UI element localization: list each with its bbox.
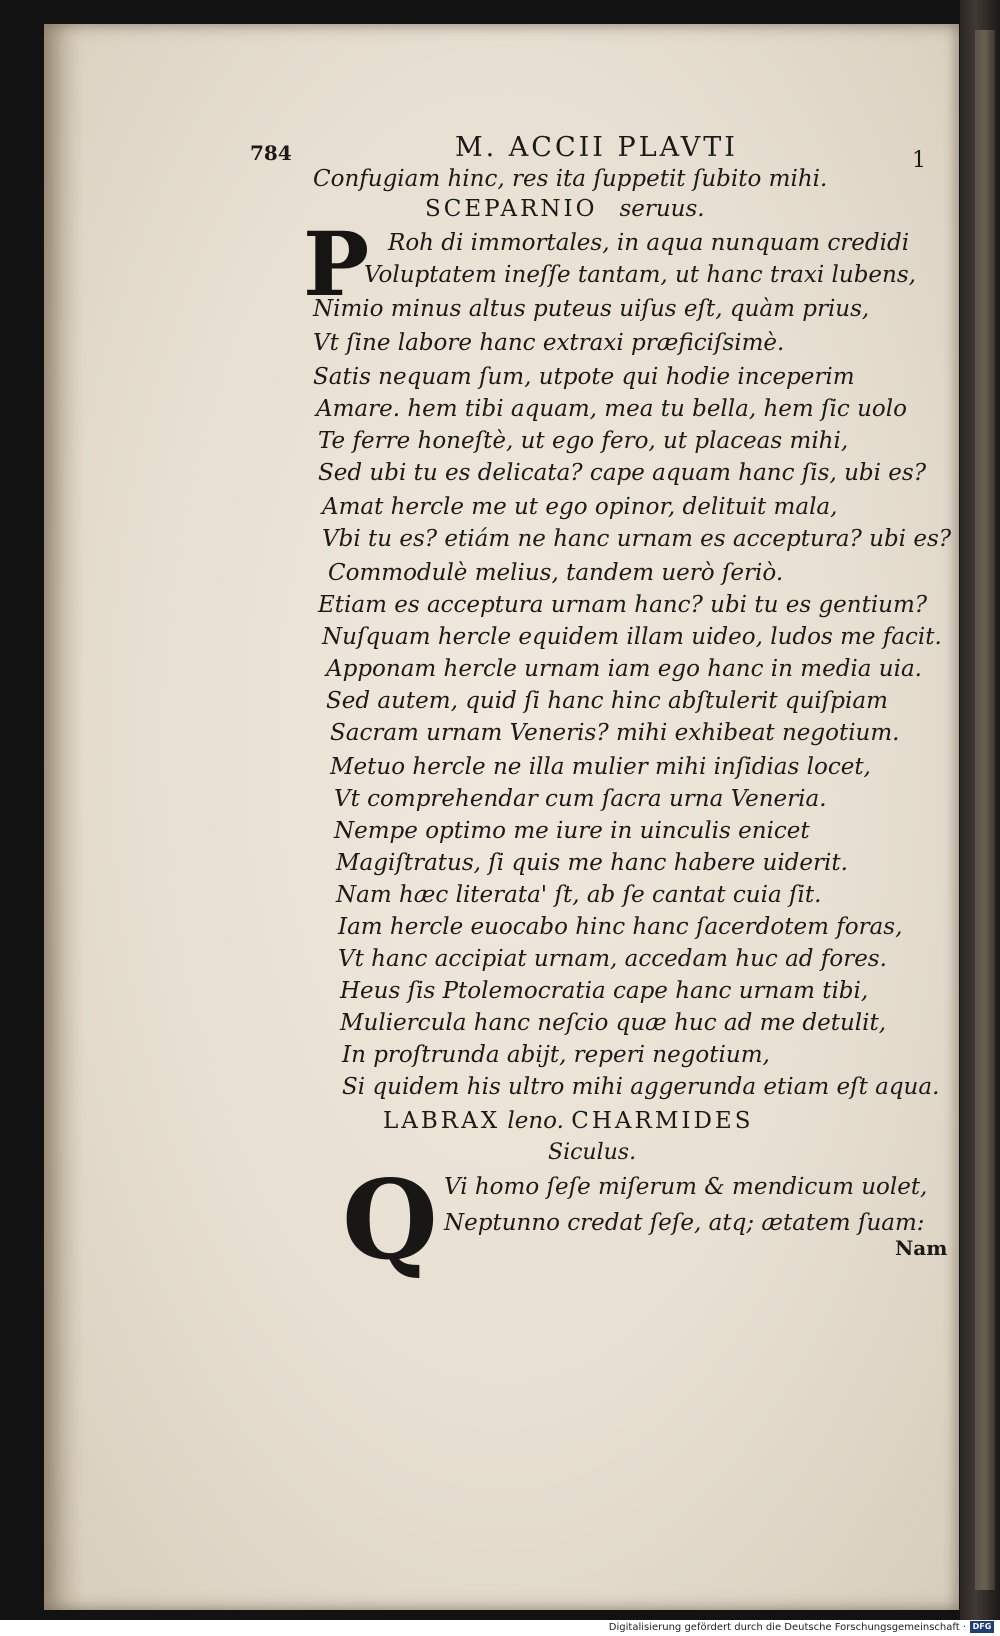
text-line: Heus ſis Ptolemocratia cape hanc urnam tibi,	[340, 978, 869, 1004]
scene-heading	[383, 1110, 753, 1133]
page-gutter-shadow	[44, 24, 84, 1610]
text-line: Metuo hercle ne illa mulier mihi inſidias locet,	[330, 754, 871, 780]
text-line: Nempe optimo me iure in uinculis enicet	[334, 818, 810, 844]
text-line: Vt comprehendar cum ſacra urna Veneria.	[334, 786, 827, 812]
speaker-role: leno.	[507, 1108, 564, 1134]
text-line: Vt hanc accipiat urnam, accedam huc ad fores.	[338, 946, 887, 972]
speaker-role: seruus.	[619, 196, 705, 222]
text-line: Apponam hercle urnam iam ego hanc in media uia.	[326, 656, 922, 682]
speaker-name: CHARMIDES	[571, 1108, 754, 1134]
speaker-role: Siculus.	[548, 1140, 637, 1165]
text-line: Amare. hem tibi aquam, mea tu bella, hem ſic uolo	[316, 396, 907, 422]
text-line: Voluptatem ineſſe tantam, ut hanc traxi lubens,	[364, 262, 916, 288]
text-line: Iam hercle euocabo hinc hanc ſacerdotem foras,	[338, 914, 903, 940]
text-line: Vbi tu es? etiám ne hanc urnam es acceptura? ubi es?	[322, 526, 952, 552]
text-line: In proſtrunda abijt, reperi negotium,	[342, 1042, 770, 1068]
text-line: Nam hæc literata' ſt, ab ſe cantat cuia ſit.	[336, 882, 822, 908]
binding-edge	[975, 30, 995, 1590]
text-line: Muliercula hanc neſcio quæ huc ad me detulit,	[340, 1010, 887, 1036]
text-line: Te ferre honeſtè, ut ego fero, ut placeas mihi,	[318, 428, 849, 454]
text-line: Sed ubi tu es delicata? cape aquam hanc ſis, ubi es?	[318, 460, 927, 486]
text-line: Amat hercle me ut ego opinor, delituit mala,	[322, 494, 838, 520]
text-line: Vt ſine labore hanc extraxi præficiſsimè.	[313, 330, 785, 356]
text-line: Etiam es acceptura urnam hanc? ubi tu es gentium?	[318, 592, 928, 618]
text-line: Magiſtratus, ſi quis me hanc habere uiderit.	[336, 850, 848, 876]
page-number: 784	[250, 141, 292, 165]
text-line: Nimio minus altus puteus uiſus eſt, quàm prius,	[313, 296, 870, 322]
text-line: Sed autem, quid ſi hanc hinc abſtulerit quiſpiam	[326, 688, 888, 714]
text-line: Si quidem his ultro mihi aggerunda etiam eſt aqua.	[342, 1074, 940, 1100]
text-line: Sacram urnam Veneris? mihi exhibeat negotium.	[330, 720, 900, 746]
corner-mark: 1	[912, 148, 926, 173]
text-line: Satis nequam ſum, utpote qui hodie inceperim	[313, 364, 855, 390]
text-line: Vi homo ſeſe miſerum & mendicum uolet,	[444, 1174, 928, 1200]
funding-notice: Digitalisierung gefördert durch die Deutsche Forschungsgemeinschaft ·	[608, 1622, 966, 1633]
text-line: Nuſquam hercle equidem illam uideo, ludos me facit.	[322, 624, 942, 650]
drop-cap-initial: Q	[342, 1155, 438, 1284]
running-head: M. ACCII PLAVTI	[455, 132, 738, 163]
scene-heading	[425, 198, 705, 221]
text-line: Roh di immortales, in aqua nunquam credidi	[388, 230, 910, 256]
text-line: Confugiam hinc, res ita ſuppetit ſubito mihi.	[313, 166, 828, 192]
dfg-logo: DFG	[970, 1621, 994, 1633]
catchword: Nam	[895, 1236, 948, 1260]
speaker-name: LABRAX	[383, 1108, 501, 1134]
speaker-name: SCEPARNIO	[425, 196, 598, 222]
text-line: Commodulè melius, tandem uerò ſeriò.	[328, 560, 784, 586]
drop-cap-initial: P	[303, 212, 370, 316]
text-line: Neptunno credat ſeſe, atq; ætatem ſuam:	[444, 1210, 925, 1236]
